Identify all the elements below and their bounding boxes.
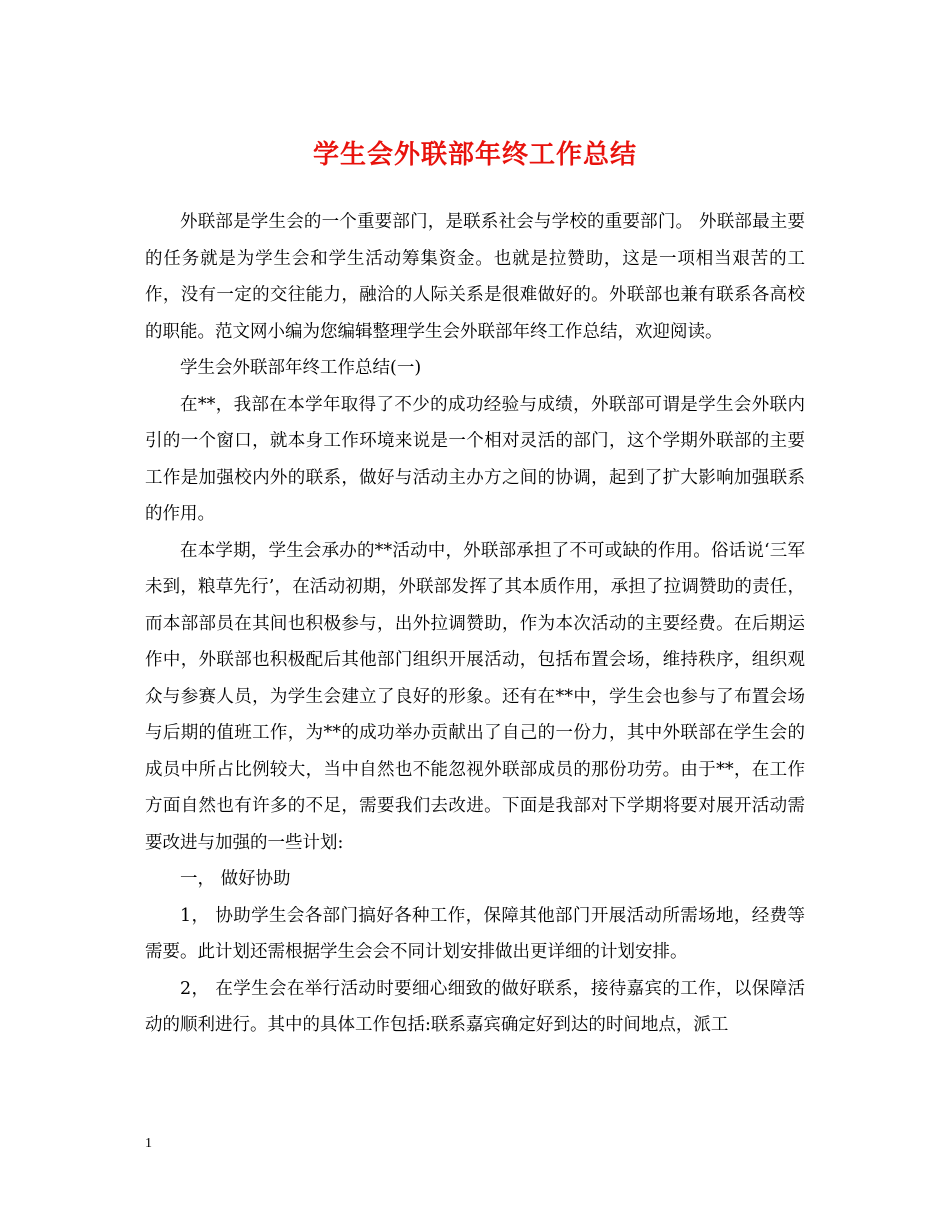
plan-item: 1， 协助学生会各部门搞好各种工作，保障其他部门开展活动所需场地，经费等需要。此计划还需根据学生会会不同计划安排做出更详细的计划安排。 — [145, 905, 805, 962]
page-number: 1 — [145, 1136, 152, 1151]
plan-item: 2， 在学生会在举行活动时要细心细致的做好联系，接待嘉宾的工作，以保障活动的顺利进行。其中的具体工作包括:联系嘉宾确定好到达的时间地点，派工 — [145, 978, 805, 1035]
document-body — [145, 204, 805, 1044]
plan-heading: 一， 做好协助 — [180, 869, 291, 889]
document-title: 学生会外联部年终工作总结 — [312, 140, 637, 170]
intro-paragraph: 外联部是学生会的一个重要部门，是联系社会与学校的重要部门。 外联部最主要的任务就是为学生会和学生活动筹集资金。也就是拉赞助，这是一项相当艰苦的工作，没有一定的交往能力，融洽的人际关系是很难做好的。外联部也兼有联系各高校的职能。范文网小编为您编辑整理学生会外联部年终工作总结，欢迎阅读。 — [145, 212, 805, 342]
body-paragraph: 在本学期，学生会承办的**活动中，外联部承担了不可或缺的作用。俗话说‘三军未到，粮草先行’，在活动初期，外联部发挥了其本质作用，承担了拉调赞助的责任，而本部部员在其间也积极参与，出外拉调赞助，作为本次活动的主要经费。在后期运作中，外联部也积极配后其他部门组织开展活动，包括布置会场，维持秩序，组织观众与参赛人员，为学生会建立了良好的形象。还有在**中，学生会也参与了布置会场与后期的值班工作，为**的成功举办贡献出了自己的一份力，其中外联部在学生会的成员中所占比例较大，当中自然也不能忽视外联部成员的那份功劳。由于**，在工作方面自然也有许多的不足，需要我们去改进。下面是我部对下学期将要对展开活动需要改进与加强的一些计划: — [145, 540, 805, 853]
section-heading: 学生会外联部年终工作总结(一) — [180, 358, 422, 378]
body-paragraph: 在**，我部在本学年取得了不少的成功经验与成绩，外联部可谓是学生会外联内引的一个窗口，就本身工作环境来说是一个相对灵活的部门，这个学期外联部的主要工作是加强校内外的联系，做好与活动主办方之间的协调，起到了扩大影响加强联系的作用。 — [145, 394, 805, 524]
